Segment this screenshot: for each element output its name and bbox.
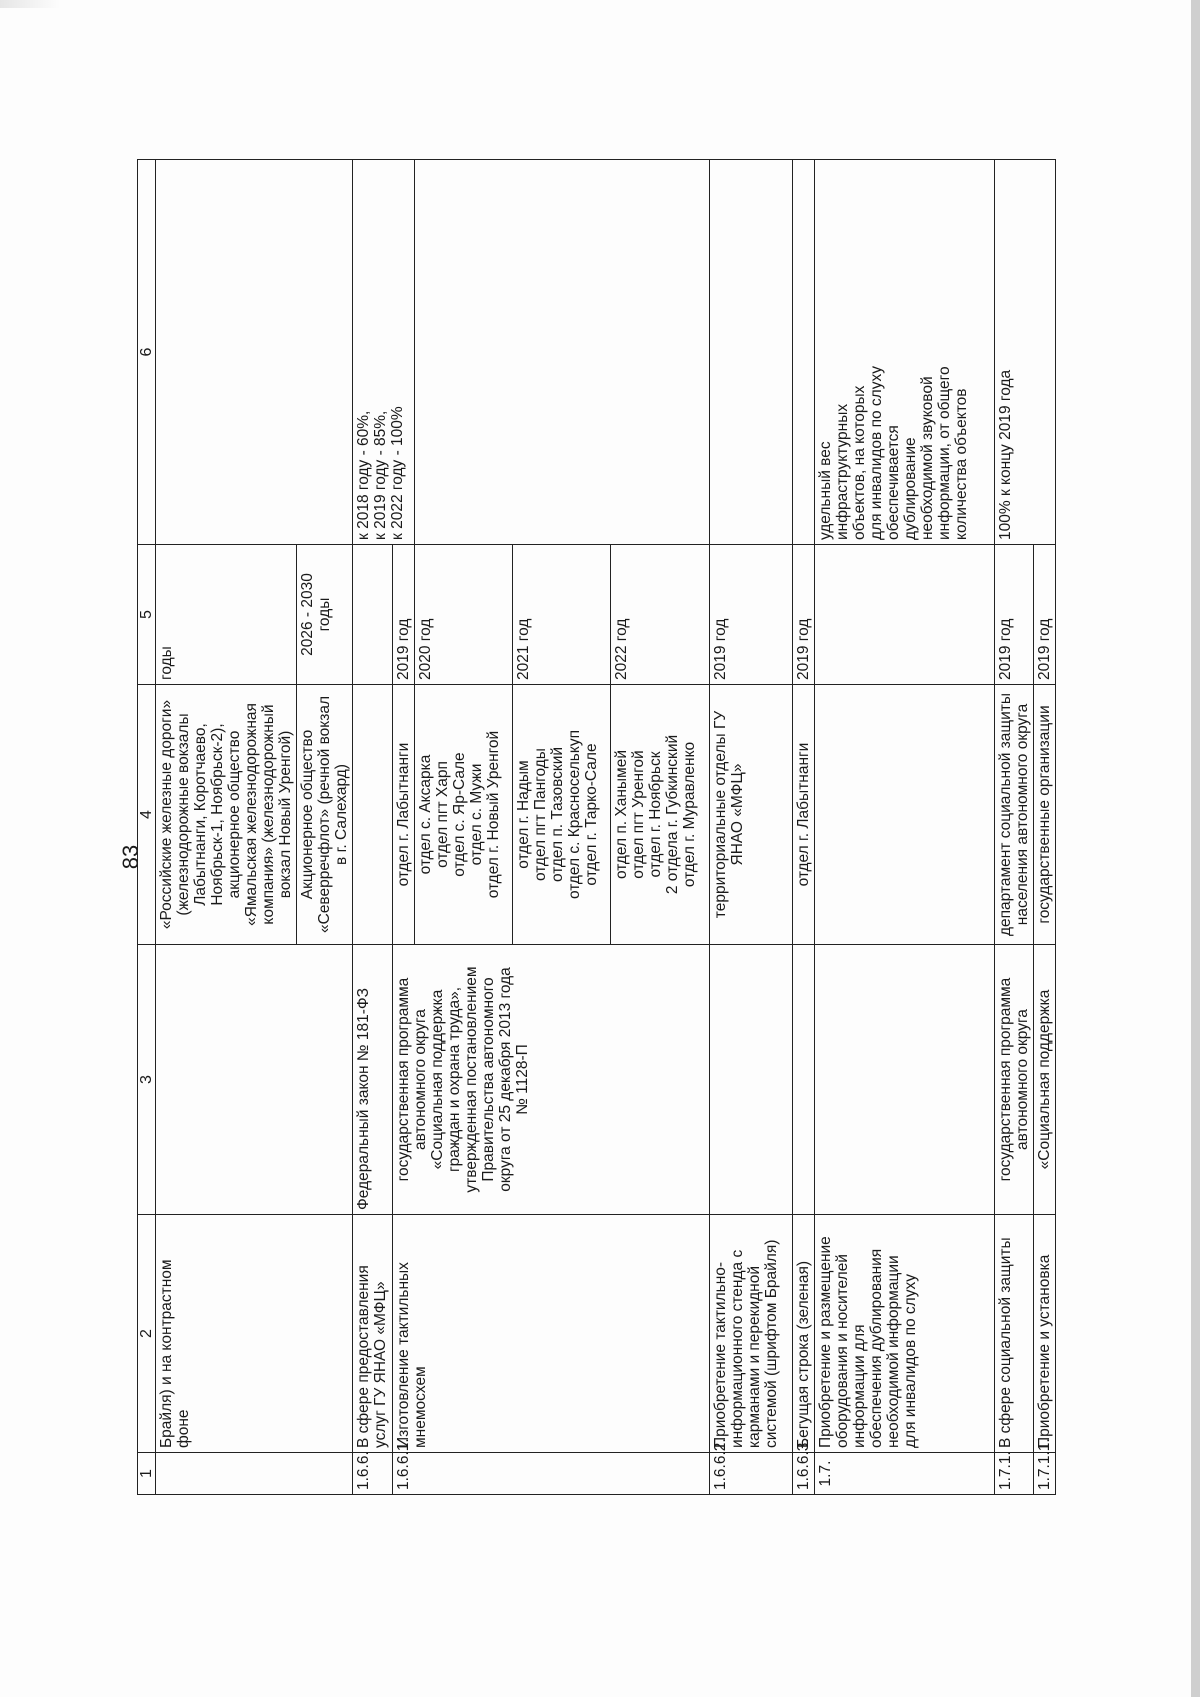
cell-r166-c4 xyxy=(353,685,393,945)
cell-r166-c6: к 2018 году - 60%, к 2019 году - 85%, к 2022 году - 100% xyxy=(353,160,415,545)
cell-r1-c3 xyxy=(156,945,353,1215)
cell-r17-c5 xyxy=(815,545,995,685)
cell-r166-c5 xyxy=(353,545,393,685)
cell-r166-c3: Федеральный закон № 181-ФЗ xyxy=(353,945,393,1215)
header-col-6: 6 xyxy=(138,160,156,545)
cell-r1-c6 xyxy=(156,160,353,545)
measures-table xyxy=(137,159,1056,1495)
page-number: 83 xyxy=(118,844,143,870)
cell-r171-c4: департамент социальной защиты населения автономного округа xyxy=(995,685,1034,945)
cell-r1662-c6 xyxy=(710,160,793,545)
cell-r1663-c5: 2019 год xyxy=(793,545,815,685)
cell-r1663-c3 xyxy=(793,945,815,1215)
table-row xyxy=(815,160,995,1495)
cell-r1661-c2: Изготовление тактильных мнемосхем xyxy=(393,1215,710,1453)
cell-r1661-c3: государственная программа автономного округа «Социальная поддержка граждан и охрана труда», утвержденная постановлением Правительства автономного округа от 25 декабря 2013 года № 1128-П xyxy=(393,945,710,1215)
cell-r1661-sub2-c4: отдел с. Аксарка отдел пгт Харп отдел с. Яр-Сале отдел с. Мужи отдел г. Новый Уренгой xyxy=(415,685,513,945)
cell-r1661-sub3-c4: отдел г. Надым отдел пгт Пангоды отдел п. Тазовский отдел с. Красноселькуп отдел г. Тарко-Сале xyxy=(513,685,611,945)
table-row xyxy=(710,160,793,1495)
cell-r1711-c1: 1.7.1.1. xyxy=(1034,1453,1056,1495)
scan-edge xyxy=(1191,0,1200,1697)
table-row xyxy=(156,160,297,1495)
cell-r171-c2: В сфере социальной защиты xyxy=(995,1215,1034,1453)
cell-r1661-c1: 1.6.6.1. xyxy=(393,1453,710,1495)
cell-r1711-c3: «Социальная поддержка xyxy=(1034,945,1056,1215)
cell-r1663-c4: отдел г. Лабытнанги xyxy=(793,685,815,945)
cell-r1662-c3 xyxy=(710,945,793,1215)
header-row xyxy=(138,160,156,1495)
cell-r1-c5b: 2026 - 2030 годы xyxy=(297,545,353,685)
cell-r1661-sub2-c5: 2020 год xyxy=(415,545,513,685)
cell-r1-c1 xyxy=(156,1453,353,1495)
cell-r17-c1: 1.7. xyxy=(815,1453,995,1495)
cell-r1661-sub1-c5: 2019 год xyxy=(393,545,415,685)
cell-r171-c1: 1.7.1. xyxy=(995,1453,1034,1495)
cell-r1711-c2: Приобретение и установка xyxy=(1034,1215,1056,1453)
cell-r1661-sub4-c5: 2022 год xyxy=(611,545,710,685)
header-col-3: 3 xyxy=(138,945,156,1215)
header-col-4: 4 xyxy=(138,685,156,945)
cell-r1711-c4: государственные организации xyxy=(1034,685,1056,945)
cell-r1662-c4: территориальные отделы ГУ ЯНАО «МФЦ» xyxy=(710,685,793,945)
cell-r171-c6: 100% к концу 2019 года xyxy=(995,160,1056,545)
table-row xyxy=(793,160,815,1495)
cell-r17-c3 xyxy=(815,945,995,1215)
cell-r17-c2: Приобретение и размещение оборудования и носителей информации для обеспечения дублирования необходимой информации для инвалидов по слуху xyxy=(815,1215,995,1453)
cell-r1662-c5: 2019 год xyxy=(710,545,793,685)
cell-r1-c4b: Акционерное общество «Северречфлот» (речной вокзал в г. Салехард) xyxy=(297,685,353,945)
cell-r1711-c5: 2019 год xyxy=(1034,545,1056,685)
cell-r166-c2: В сфере предоставления услуг ГУ ЯНАО «МФЦ» xyxy=(353,1215,393,1453)
cell-r1663-c1: 1.6.6.3. xyxy=(793,1453,815,1495)
scan-corner-mark xyxy=(0,0,60,8)
cell-r1-c4a: «Российские железные дороги» (железнодорожные вокзалы Лабытнанги, Коротчаево, Ноябрьск-1, Ноябрьск-2), акционерное общество «Ямальская железнодорожная компания» (железнодорожный вокзал Новый Уренгой) xyxy=(156,685,297,945)
cell-r1-c2: Брайля) и на контрастном фоне xyxy=(156,1215,353,1453)
table-row xyxy=(353,160,393,1495)
header-col-5: 5 xyxy=(138,545,156,685)
table-row xyxy=(995,160,1034,1495)
header-col-2: 2 xyxy=(138,1215,156,1453)
cell-r1661-c6 xyxy=(415,160,710,545)
cell-r1661-sub4-c4: отдел п. Ханымей отдел пгт Уренгой отдел г. Ноябрьск 2 отдела г. Губкинский отдел г. Муравленко xyxy=(611,685,710,945)
cell-r1661-sub1-c4: отдел г. Лабытнанги xyxy=(393,685,415,945)
cell-r171-c3: государственная программа автономного округа xyxy=(995,945,1034,1215)
cell-r1663-c6 xyxy=(793,160,815,545)
cell-r1663-c2: Бегущая строка (зеленая) xyxy=(793,1215,815,1453)
cell-r17-c4 xyxy=(815,685,995,945)
cell-r171-c5: 2019 год xyxy=(995,545,1034,685)
cell-r1662-c1: 1.6.6.2. xyxy=(710,1453,793,1495)
cell-r1662-c2: Приобретение тактильно- информационного стенда с карманами и перекидной системой (шрифтом Брайля) xyxy=(710,1215,793,1453)
cell-r17-c6: удельный вес инфраструктурных объектов, на которых для инвалидов по слуху обеспечивается дублирование необходимой звуковой информации, от общего количества объектов xyxy=(815,160,995,545)
cell-r1-c5a: годы xyxy=(156,545,297,685)
cell-r166-c1: 1.6.6. xyxy=(353,1453,393,1495)
cell-r1661-sub3-c5: 2021 год xyxy=(513,545,611,685)
header-col-1: 1 xyxy=(138,1453,156,1495)
